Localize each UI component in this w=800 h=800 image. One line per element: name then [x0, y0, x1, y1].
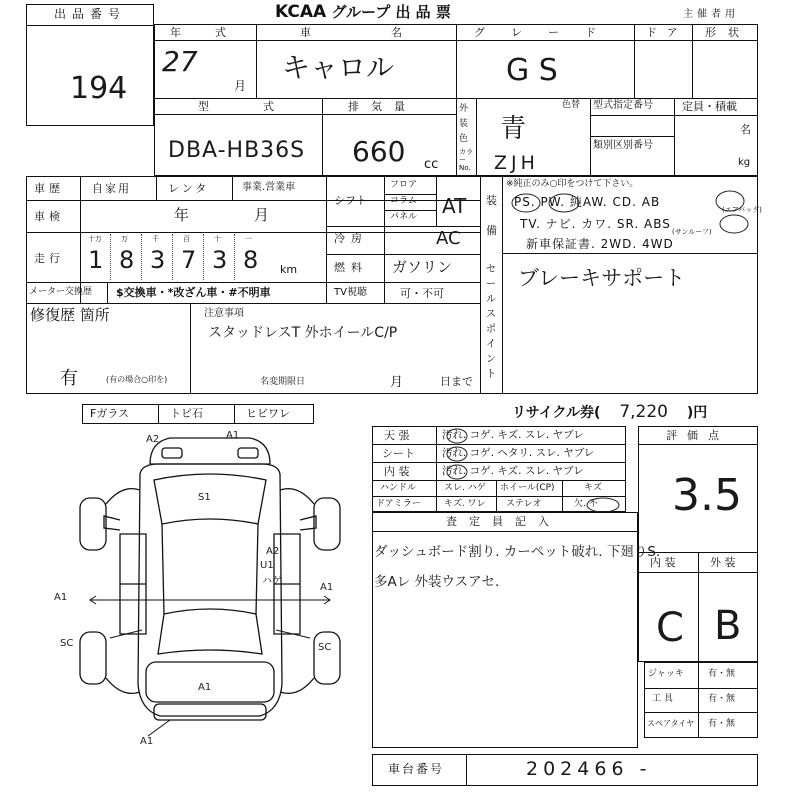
interior-grade-value: C	[656, 605, 684, 651]
history-label: 車歴	[34, 182, 64, 195]
divider	[384, 194, 436, 195]
divider	[26, 25, 154, 26]
glass-item-front: Fガラス	[90, 407, 129, 420]
digit-cell	[175, 234, 204, 280]
mark-front-a1: A1	[226, 430, 240, 441]
fuel-value: ガソリン	[392, 258, 453, 276]
condition-row-label: シート	[382, 447, 415, 460]
repair-label: 修復歴 箇所	[30, 306, 110, 324]
grade-label: グレード	[474, 26, 622, 39]
divider	[634, 24, 635, 98]
divider	[156, 176, 157, 200]
meter-change-options: $交換車・*改ざん車・#不明車	[116, 286, 271, 299]
expiry-day: 日まで	[440, 375, 473, 388]
mark-trunk-a1: A1	[198, 682, 212, 693]
tool-label: ジャッキ	[648, 669, 684, 679]
repair-value: 有	[60, 368, 78, 389]
interior-grade-label: 内 装	[650, 556, 676, 569]
color-no-label: カラーNo.	[459, 148, 473, 172]
divider	[372, 531, 638, 532]
divider	[190, 303, 191, 394]
recycle-label: リサイクル券(	[512, 405, 601, 421]
lot-number: 194	[70, 71, 128, 106]
mark-left-a1: A1	[54, 592, 68, 603]
inspector-line2: 多Aレ 外装ウスアセ.	[374, 574, 500, 590]
divider	[154, 114, 456, 115]
recycle-unit: )円	[686, 405, 708, 421]
divider	[590, 98, 591, 176]
airbag-note: (エアバッグ)	[722, 206, 762, 214]
shift-option-column: コラム	[390, 196, 417, 206]
condition-row-text: 汚れ. コゲ. キズ. スレ. ヤブレ	[442, 429, 584, 441]
year-value: 27	[162, 45, 198, 78]
class-label: 類別区別番号	[593, 140, 653, 151]
divider	[674, 98, 675, 176]
digit-value: 7	[181, 246, 197, 274]
fuel-label: 燃料	[334, 261, 368, 274]
divider	[107, 282, 108, 303]
divider	[26, 232, 480, 233]
divider	[232, 176, 233, 200]
car-name-value: キャロル	[282, 51, 395, 84]
recycle-row	[512, 402, 707, 422]
digit-unit: 十	[214, 235, 221, 243]
handle-label: ハンドル	[380, 483, 417, 493]
form-title	[275, 1, 451, 22]
exterior-grade-label: 外 装	[710, 556, 736, 569]
wheel-text: キズ	[584, 483, 602, 493]
shift-option-panel: パネル	[390, 212, 418, 222]
shift-label: シフト	[334, 194, 367, 207]
inspection-label: 車検	[34, 210, 64, 223]
attention-value: スタッドレスT 外ホイールC/P	[208, 325, 398, 341]
mark-door-a2: A2	[266, 546, 280, 557]
displacement-value: 660	[352, 135, 406, 168]
condition-row-label: 天 張	[384, 429, 410, 442]
mileage-digits	[82, 234, 278, 280]
stereo-label: ステレオ	[506, 499, 542, 509]
month-unit: 月	[234, 79, 247, 93]
digit-value: 8	[119, 246, 135, 274]
tool-label: スペアタイヤ	[647, 719, 695, 728]
digit-unit: 十万	[88, 235, 102, 243]
score-value: 3.5	[672, 470, 742, 521]
inspection-month: 月	[254, 206, 270, 224]
equipment-note: ※純正のみ○印をつけて下さい。	[506, 179, 639, 189]
model-value: DBA-HB36S	[168, 138, 306, 163]
equipment-line3: 新車保証書. 2WD. 4WD	[526, 237, 674, 251]
exterior-grade-value: B	[714, 603, 742, 649]
digit-unit: 百	[183, 235, 190, 243]
divider	[326, 226, 480, 227]
color-value: 青	[500, 114, 527, 144]
divider	[502, 253, 758, 254]
mark-left-sc: SC	[60, 638, 74, 649]
divider	[644, 712, 758, 713]
tool-value: 有・無	[708, 719, 736, 729]
mirror-text: キズ. ワレ	[444, 499, 486, 509]
divider	[80, 176, 81, 303]
shift-option-floor: フロア	[390, 180, 418, 190]
divider	[692, 24, 693, 98]
mark-right-a1: A1	[320, 582, 334, 593]
divider	[158, 404, 159, 424]
expiry-month: 月	[390, 375, 404, 390]
capacity-unit-kg: kg	[738, 157, 751, 168]
attention-label: 注意事項	[204, 308, 244, 319]
glass-item-chip: トビ石	[170, 407, 203, 420]
tool-label: 工 具	[652, 694, 673, 704]
equipment-side-label: 装備	[486, 194, 497, 237]
exterior-color-side-label: 外装色	[459, 104, 469, 144]
mark-hood-s1: S1	[198, 492, 211, 503]
divider	[698, 552, 699, 662]
digit-unit: 千	[152, 235, 159, 243]
equipment-line2: TV. ナビ. カワ. SR. ABS	[520, 217, 671, 231]
organizer-use: 主催者用	[683, 9, 739, 20]
ac-label: 冷房	[334, 232, 368, 245]
divider	[480, 176, 481, 394]
digit-cell	[82, 234, 111, 280]
condition-row-text: 汚れ. コゲ. ヘタリ. スレ. ヤブレ	[442, 447, 595, 459]
title-text: グループ 出 品 票	[331, 3, 451, 21]
model-label: 型式	[198, 100, 328, 113]
history-option-rental: レンタ	[168, 182, 210, 195]
divider	[234, 404, 235, 424]
wheel-label: ホイール(CP)	[500, 483, 555, 493]
lot-label: 出品番号	[53, 7, 126, 21]
capacity-unit-persons: 名	[740, 123, 751, 136]
ac-value: AC	[436, 228, 461, 249]
chassis-value: 202466 -	[526, 758, 652, 780]
stereo-text: 欠. 不	[574, 499, 598, 509]
divider	[26, 303, 480, 304]
color-change-label: 色替	[562, 100, 581, 110]
sales-point-label: セールスポイント	[486, 264, 496, 380]
digit-cell	[113, 234, 142, 280]
year-label: 年式	[170, 26, 260, 39]
divider	[456, 24, 457, 176]
mark-rear-a1: A1	[140, 736, 154, 747]
tv-label: TV視聴	[334, 287, 367, 298]
glass-item-crack: ヒビワレ	[246, 407, 290, 420]
tool-value: 有・無	[708, 694, 736, 704]
tv-value: 可・不可	[400, 287, 444, 300]
divider	[590, 136, 674, 137]
divider	[436, 176, 437, 226]
expiry-label: 名変期限日	[260, 377, 306, 387]
repair-note: (有の場合○印を)	[106, 375, 168, 384]
capacity-label: 定員・積載	[682, 100, 737, 113]
mark-door-u1: U1	[260, 560, 274, 571]
digit-value: 8	[243, 246, 259, 274]
divider	[476, 98, 477, 176]
displacement-unit: cc	[424, 157, 439, 172]
body-label: 形状	[705, 26, 751, 39]
inspector-label: 査定員記入	[446, 515, 561, 528]
door-label: ドア	[646, 26, 688, 39]
digit-unit: 万	[121, 235, 128, 243]
divider	[466, 754, 467, 786]
divider	[154, 98, 456, 99]
brand-logo: KCAA	[275, 2, 327, 22]
handle-text: スレ. ハゲ	[444, 483, 486, 493]
digit-value: 1	[88, 246, 104, 274]
divider	[26, 282, 480, 283]
digit-cell	[237, 234, 265, 280]
mark-right-sc: SC	[318, 642, 332, 653]
divider	[384, 176, 385, 303]
mirror-label: ドアミラー	[376, 499, 421, 509]
grade-value: G S	[506, 53, 558, 88]
equipment-line1: PS. PW. 純AW. CD. AB	[514, 195, 661, 209]
meter-change-label: メーター交換歴	[29, 287, 93, 297]
name-label: 車名	[300, 26, 482, 39]
divider	[644, 688, 758, 689]
digit-value: 3	[150, 246, 166, 274]
digit-value: 3	[212, 246, 228, 274]
condition-row-label: 内 装	[384, 465, 410, 478]
chassis-label: 車台番号	[388, 762, 445, 776]
condition-row-text: 汚れ. コゲ. キズ. スレ. ヤブレ	[442, 465, 584, 477]
km-unit: km	[280, 263, 298, 276]
mileage-label: 走行	[34, 252, 64, 265]
displacement-label: 排気量	[348, 100, 417, 113]
sales-point-value: ブレーキサポート	[518, 266, 686, 290]
mark-front-a2: A2	[146, 434, 160, 445]
score-label: 評価点	[666, 429, 729, 442]
shift-value: AT	[442, 194, 467, 218]
recycle-value: 7,220	[619, 402, 668, 422]
divider	[698, 662, 699, 738]
equipment-circles	[502, 176, 758, 253]
mark-door-hage: ハゲ	[262, 576, 282, 587]
digit-cell	[206, 234, 235, 280]
sunroof-note: (サンルーフ)	[672, 228, 712, 236]
digit-cell	[144, 234, 173, 280]
digit-unit: 一	[245, 235, 252, 243]
divider	[384, 210, 436, 211]
type-cert-label: 型式指定番号	[593, 100, 653, 111]
history-option-business: 事業.営業車	[242, 182, 296, 193]
condition-circles	[436, 426, 626, 512]
inspection-year: 年	[174, 206, 190, 224]
car-diagram	[50, 424, 370, 754]
color-code-value: ZJH	[494, 152, 539, 174]
divider	[326, 254, 480, 255]
divider	[456, 98, 758, 99]
history-option-private: 自家用	[92, 182, 131, 195]
tool-value: 有・無	[708, 669, 736, 679]
divider	[326, 176, 327, 303]
lot-box	[26, 4, 154, 126]
divider	[638, 444, 758, 445]
inspector-line1: ダッシュボード割り. カーペット破れ. 下廻りS.	[374, 544, 661, 560]
